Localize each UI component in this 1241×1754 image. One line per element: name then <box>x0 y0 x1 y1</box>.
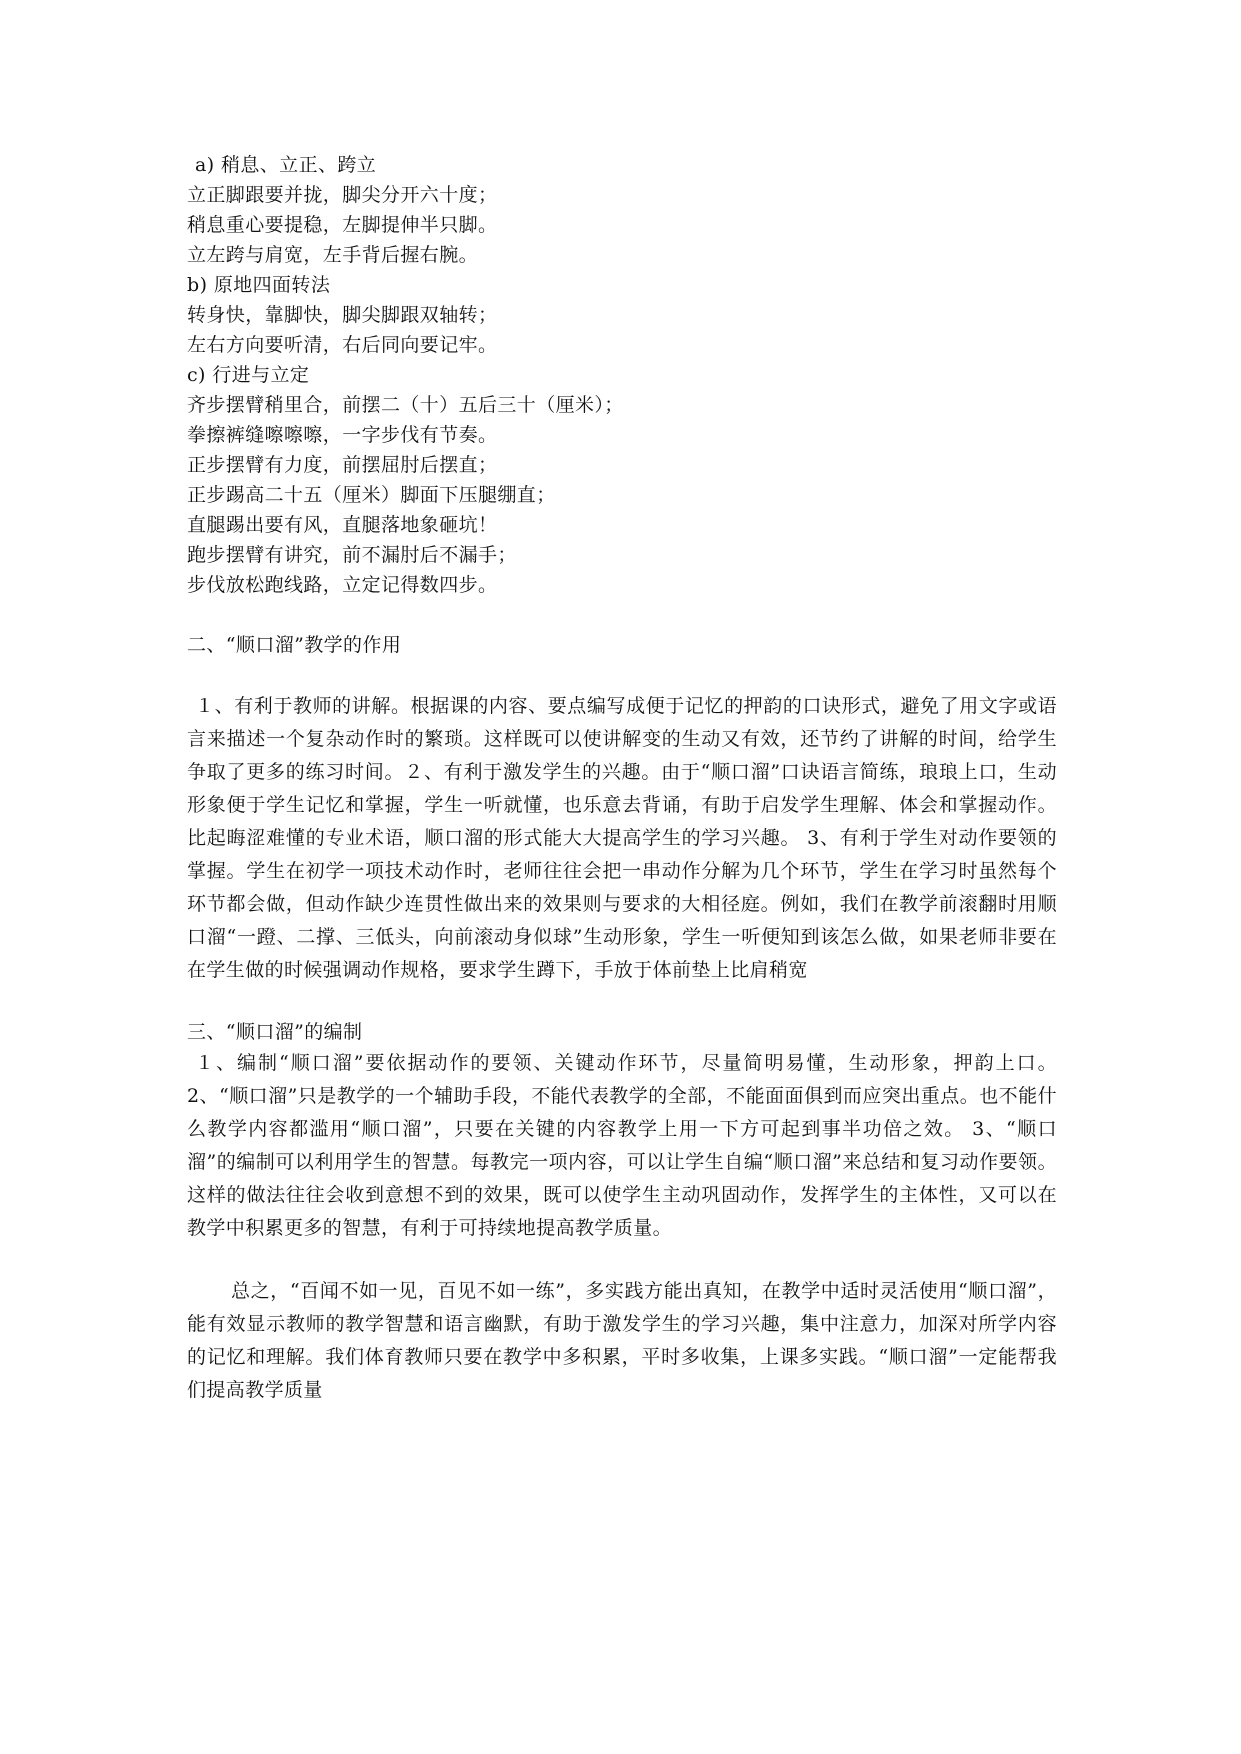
document-page <box>187 150 1057 1407</box>
rhyme-line: 跑步摆臂有讲究，前不漏肘后不漏手； <box>187 544 517 566</box>
rhyme-line: 步伐放松跑线路，立定记得数四步。 <box>187 574 498 596</box>
section-body-compile: １、编制“顺口溜”要依据动作的要领、关键动作环节，尽量简明易懂，生动形象，押韵上口。 2、“顺口溜”只是教学的一个辅助手段，不能代表教学的全部，不能面面俱到而应突出重点。也不能什么教学内容都滥用“顺口溜”，只要在关键的内容教学上用一下方可起到事半功倍之效。 3、“顺口溜”的编制可以利用学生的智慧。每教完一项内容，可以让学生自编“顺口溜”来总结和复习动作要领。这样的做法往往会收到意想不到的效果，既可以使学生主动巩固动作，发挥学生的主体性，又可以在教学中积累更多的智慧，有利于可持续地提高教学质量。 <box>187 1052 1057 1239</box>
subheading-a: a) 稍息、立正、跨立 <box>195 154 377 176</box>
conclusion-paragraph: 总之，“百闻不如一见，百见不如一练”，多实践方能出真知，在教学中适时灵活使用“顺口溜”，能有效显示教师的教学智慧和语言幽默，有助于激发学生的学习兴趣，集中注意力，加深对所学内容的记忆和理解。我们体育教师只要在教学中多积累，平时多收集，上课多实践。“顺口溜”一定能帮我们提高教学质量 <box>187 1280 1057 1401</box>
rhyme-line: 齐步摆臂稍里合，前摆二（十）五后三十（厘米）； <box>187 394 624 416</box>
rhyme-line: 正步踢高二十五（厘米）脚面下压腿绷直； <box>187 484 556 506</box>
rhyme-line: 立正脚跟要并拢，脚尖分开六十度； <box>187 184 498 206</box>
rhyme-line: 左右方向要听清，右后同向要记牢。 <box>187 334 498 356</box>
rhyme-line: 直腿踢出要有风，直腿落地象砸坑！ <box>187 514 498 536</box>
subheading-c: c) 行进与立定 <box>187 364 310 386</box>
rhyme-line: 立左跨与肩宽，左手背后握右腕。 <box>187 244 479 266</box>
drill-rhymes-section <box>187 150 1057 600</box>
rhyme-line: 转身快，靠脚快，脚尖脚跟双轴转； <box>187 304 498 326</box>
section-heading-role: 二、“顺口溜”教学的作用 <box>187 634 402 656</box>
rhyme-line: 拳擦裤缝嚓嚓嚓，一字步伐有节奏。 <box>187 424 498 446</box>
subheading-b: b) 原地四面转法 <box>187 274 331 296</box>
section-body-role: １、有利于教师的讲解。根据课的内容、要点编写成便于记忆的押韵的口诀形式，避免了用文字或语言来描述一个复杂动作时的繁琐。这样既可以使讲解变的生动又有效，还节约了讲解的时间，给学生争取了更多的练习时间。２、有利于激发学生的兴趣。由于“顺口溜”口诀语言简练，琅琅上口，生动形象便于学生记忆和掌握，学生一听就懂，也乐意去背诵，有助于启发学生理解、体会和掌握动作。比起晦涩难懂的专业术语，顺口溜的形式能大大提高学生的学习兴趣。 3、有利于学生对动作要领的掌握。学生在初学一项技术动作时，老师往往会把一串动作分解为几个环节，学生在学习时虽然每个环节都会做，但动作缺少连贯性做出来的效果则与要求的大相径庭。例如，我们在教学前滚翻时用顺口溜“一蹬、二撑、三低头，向前滚动身似球”生动形象，学生一听便知到该怎么做，如果老师非要在在学生做的时候强调动作规格，要求学生蹲下，手放于体前垫上比肩稍宽 <box>187 695 1057 981</box>
section-heading-compile: 三、“顺口溜”的编制 <box>187 1021 363 1043</box>
rhyme-line: 正步摆臂有力度，前摆屈肘后摆直； <box>187 454 498 476</box>
rhyme-line: 稍息重心要提稳，左脚提伸半只脚。 <box>187 214 498 236</box>
